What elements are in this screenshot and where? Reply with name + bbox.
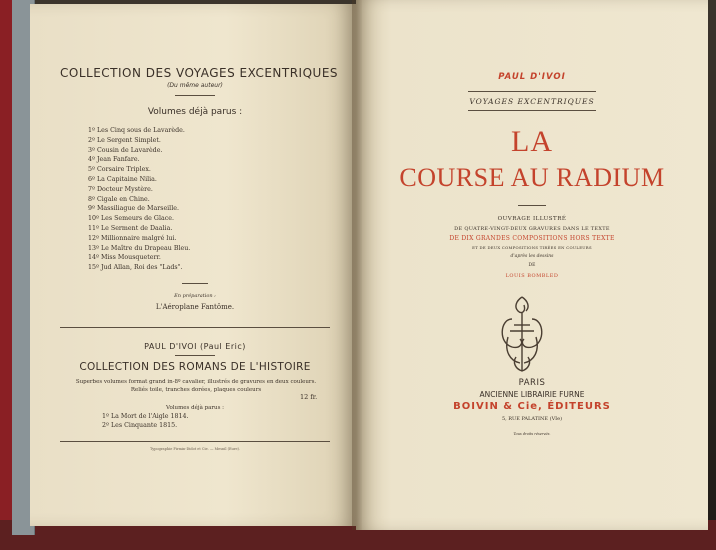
book-title-line1: LA — [511, 125, 553, 158]
library-name: ANCIENNE LIBRAIRIE FURNE — [479, 390, 585, 399]
divider — [182, 283, 208, 284]
collection2-price: 12 fr. — [300, 393, 318, 401]
divider — [175, 95, 215, 96]
book-title-line2: COURSE AU RADIUM — [399, 163, 665, 192]
ouvrage-line: OUVRAGE ILLUSTRÉ — [497, 216, 567, 222]
list-item: 9º Massiliague de Marseille. — [88, 205, 179, 213]
list-item: 8º Cigale en Chine. — [88, 195, 150, 203]
list-item: 12º Millionnaire malgré lui. — [88, 234, 177, 242]
illustrator-name: LOUIS BOMBLED — [505, 273, 559, 279]
publisher-name: BOIVIN & Cie, ÉDITEURS — [453, 401, 611, 412]
list-item: 2º Les Cinquante 1815. — [102, 422, 178, 429]
collection2-description: Superbes volumes format grand in-8º cavalier, illustrés de gravures en deux couleurs. Reliés toile, tranches dorées, plaques couleurs — [75, 379, 317, 393]
compositions-line: DE DIX GRANDES COMPOSITIONS HORS TEXTE — [449, 235, 615, 242]
printer-line: Typographie Firmin-Didot et Cie. — Mesnil (Eure). — [149, 447, 241, 451]
gravures-line: DE QUATRE-VINGT-DEUX GRAVURES DANS LE TEXTE — [454, 226, 610, 232]
list-item: 7º Docteur Mystère. — [88, 185, 153, 193]
list-item: 13º Le Maître du Drapeau Bleu. — [88, 244, 191, 252]
in-preparation-label: En préparation : — [174, 293, 216, 299]
divider — [175, 355, 215, 356]
dessins-line: d'après les dessins — [510, 254, 554, 259]
list-item: 1º La Mort de l'Aigle 1814. — [102, 413, 189, 420]
divider — [60, 441, 330, 442]
volumes-list — [88, 126, 190, 273]
in-preparation-title: L'Aéroplane Fantôme. — [155, 303, 235, 311]
list-item: 10º Les Semeurs de Glace. — [88, 215, 174, 223]
list-item: 3º Cousin de Lavarède. — [88, 146, 163, 154]
author-line: PAUL D'IVOI (Paul Eric) — [144, 342, 246, 351]
volumes2-list — [102, 412, 189, 430]
divider — [518, 205, 546, 206]
volumes2-heading: Volumes déjà parus : — [165, 405, 225, 411]
list-item: 1º Les Cinq sous de Lavarède. — [88, 127, 185, 134]
divider — [468, 91, 596, 92]
divider — [468, 110, 596, 111]
publisher-address: 5, RUE PALATINE (VIe) — [501, 416, 563, 422]
publisher-monogram-icon — [490, 291, 554, 377]
list-item: 5º Corsaire Triplex. — [88, 166, 151, 174]
collection-subtitle: (Du même auteur) — [167, 82, 223, 89]
list-item: 14º Miss Mousqueterr. — [88, 254, 161, 262]
rights-line: Tous droits réservés. — [513, 432, 551, 436]
par-line: DE — [528, 263, 536, 268]
divider — [60, 327, 330, 328]
list-item: 15º Jud Allan, Roi des "Lads". — [88, 264, 183, 272]
collection-title: COLLECTION DES VOYAGES EXCENTRIQUES — [60, 66, 339, 80]
collection2-title: COLLECTION DES ROMANS DE L'HISTOIRE — [79, 361, 311, 373]
series-name: VOYAGES EXCENTRIQUES — [469, 97, 595, 106]
list-item: 11º Le Serment de Daalia. — [88, 224, 173, 232]
list-item: 6º La Capitaine Nilia. — [88, 175, 157, 183]
list-item: 4º Jean Fanfare. — [88, 156, 140, 164]
volumes-heading: Volumes déjà parus : — [147, 107, 243, 117]
city: PARIS — [518, 378, 546, 388]
hors-texte-line: ET DE DEUX COMPOSITIONS TIRÉES EN COULEURS — [472, 245, 592, 250]
list-item: 2º Le Sergent Simplet. — [88, 136, 161, 144]
author-name: PAUL D'IVOI — [498, 72, 566, 82]
